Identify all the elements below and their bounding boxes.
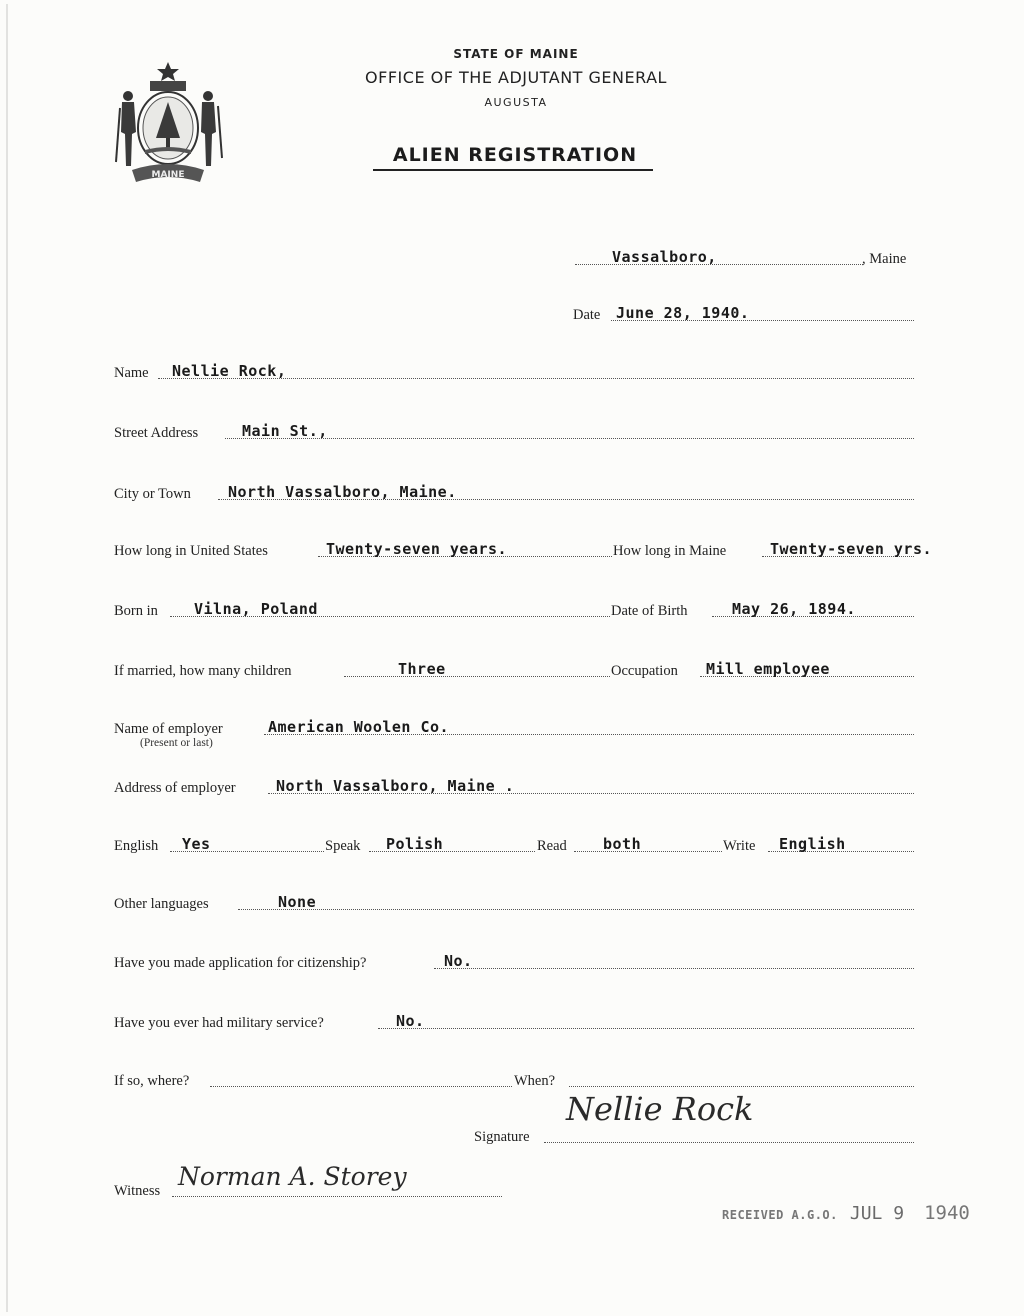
stamp-year: 1940 (924, 1202, 970, 1224)
other-languages-value: None (278, 893, 317, 911)
speak-value: Polish (386, 835, 444, 853)
received-stamp (722, 1202, 970, 1224)
other-languages-dots (238, 909, 914, 910)
name-value: Nellie Rock, (172, 362, 287, 380)
stamp-date: JUL 9 (849, 1203, 905, 1224)
date-label: Date (573, 307, 601, 323)
employer-row (0, 712, 1024, 738)
when-dots (569, 1086, 914, 1087)
place-value: Vassalboro, (612, 248, 717, 266)
other-languages-row (0, 887, 1024, 913)
children-row (0, 654, 1024, 680)
place-row (0, 242, 1024, 268)
military-label: Have you ever had military service? (114, 1015, 324, 1031)
children-label: If married, how many children (114, 663, 292, 679)
street-label: Street Address (114, 425, 199, 441)
signature-dots (544, 1142, 914, 1143)
where-dots (210, 1086, 512, 1087)
citizenship-label: Have you made application for citizenship? (114, 955, 367, 971)
city-row (0, 477, 1024, 503)
city-value: North Vassalboro, Maine. (228, 483, 457, 501)
employer-address-row (0, 771, 1024, 797)
us-duration-label: How long in United States (114, 543, 268, 559)
english-label: English (114, 838, 159, 854)
born-value: Vilna, Poland (194, 600, 318, 618)
military-dots (378, 1028, 914, 1029)
citizenship-row (0, 946, 1024, 972)
signature-value: Nellie Rock (566, 1090, 754, 1128)
date-row (0, 298, 1024, 324)
citizenship-dots (434, 968, 914, 969)
me-duration-label: How long in Maine (613, 543, 727, 559)
write-value: English (779, 835, 846, 853)
where-row (0, 1064, 1024, 1090)
english-value: Yes (182, 835, 211, 853)
name-label: Name (114, 365, 149, 381)
employer-label: Name of employer (114, 721, 223, 737)
name-row (0, 356, 1024, 382)
witness-value: Norman A. Storey (178, 1162, 407, 1191)
employer-value: American Woolen Co. (268, 718, 450, 736)
employer-sub-label: (Present or last) (140, 737, 213, 749)
speak-label: Speak (325, 838, 361, 854)
witness-row (0, 1174, 1024, 1200)
page-title: ALIEN REGISTRATION (392, 144, 638, 166)
header-state: STATE OF MAINE (453, 47, 579, 61)
citizenship-value: No. (444, 952, 473, 970)
header-office: OFFICE OF THE ADJUTANT GENERAL (365, 68, 667, 87)
street-row (0, 416, 1024, 442)
witness-label: Witness (114, 1183, 161, 1199)
occupation-label: Occupation (611, 663, 678, 679)
born-row (0, 594, 1024, 620)
witness-dots (172, 1196, 502, 1197)
military-row (0, 1006, 1024, 1032)
title-underline (373, 169, 653, 171)
read-label: Read (537, 838, 567, 854)
when-label: When? (514, 1073, 556, 1089)
write-label: Write (723, 838, 756, 854)
other-languages-label: Other languages (114, 896, 209, 912)
signature-row (0, 1116, 1024, 1146)
city-label: City or Town (114, 486, 191, 502)
street-value: Main St., (242, 422, 328, 440)
signature-label: Signature (474, 1129, 530, 1145)
born-label: Born in (114, 603, 158, 619)
stamp-received: RECEIVED A.G.O. (722, 1208, 838, 1222)
seal-text: MAINE (151, 170, 185, 180)
children-value: Three (398, 660, 446, 678)
languages-row (0, 829, 1024, 855)
read-dots (574, 851, 722, 852)
employer-address-value: North Vassalboro, Maine . (276, 777, 515, 795)
occupation-value: Mill employee (706, 660, 830, 678)
date-value: June 28, 1940. (616, 304, 750, 322)
place-label: , Maine (862, 251, 907, 267)
military-value: No. (396, 1012, 425, 1030)
me-duration-value: Twenty-seven yrs. (770, 540, 933, 558)
employer-address-label: Address of employer (114, 780, 236, 796)
dob-label: Date of Birth (611, 603, 688, 619)
residence-row (0, 534, 1024, 560)
children-dots (344, 676, 610, 677)
us-duration-value: Twenty-seven years. (326, 540, 508, 558)
read-value: both (603, 835, 642, 853)
dob-value: May 26, 1894. (732, 600, 856, 618)
where-label: If so, where? (114, 1073, 190, 1089)
street-dots (225, 438, 914, 439)
header-city: AUGUSTA (484, 96, 548, 109)
